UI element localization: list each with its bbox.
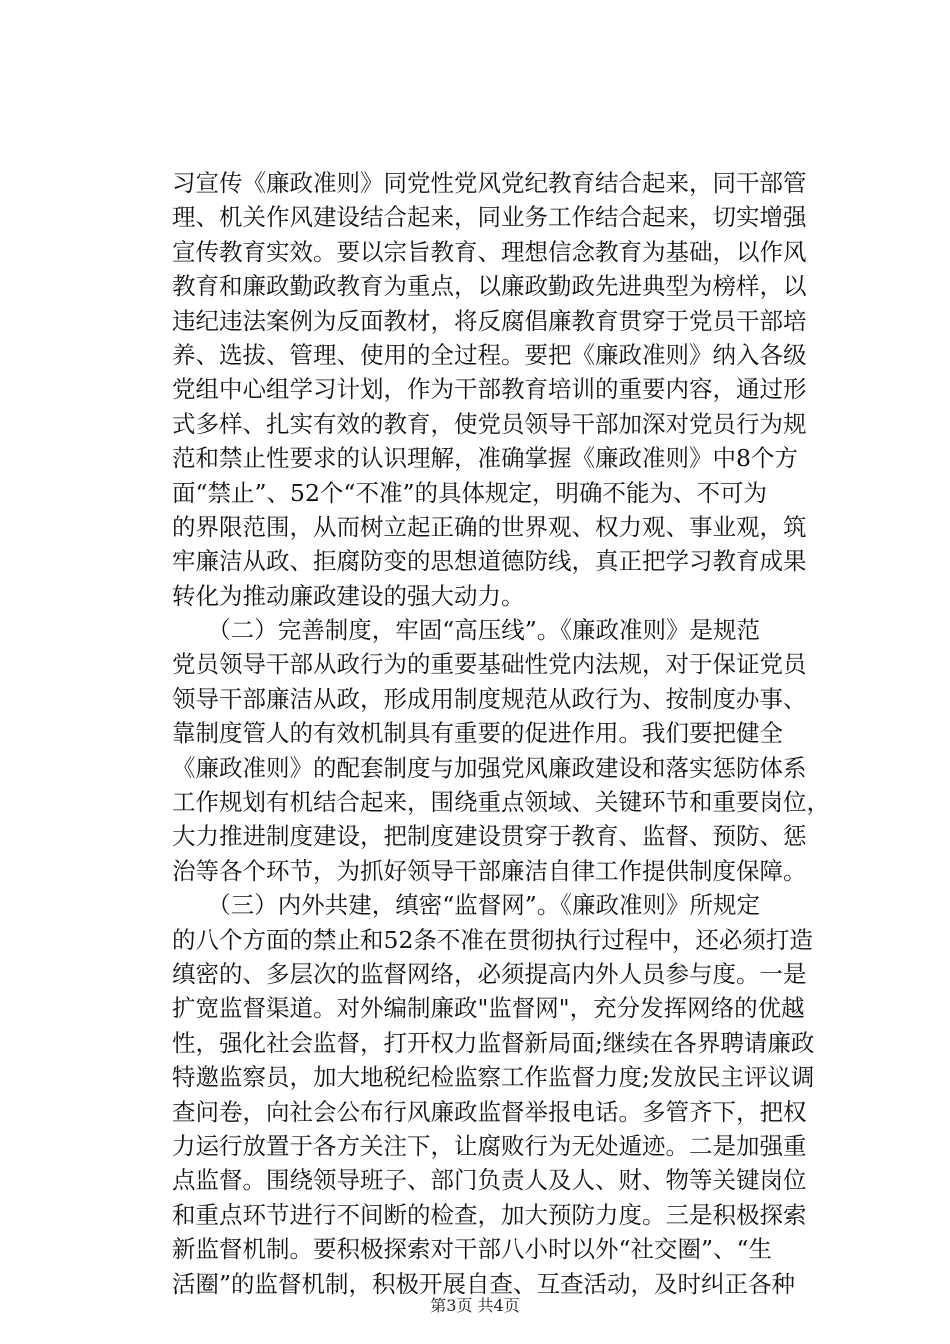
- text-line: 查问卷，向社会公布行风廉政监督举报电话。多管齐下，把权: [172, 1097, 807, 1126]
- text-line: 的界限范围，从而树立起正确的世界观、权力观、事业观，筑: [172, 512, 807, 541]
- text-line: 党员领导干部从政行为的重要基础性党内法规，对于保证党员: [172, 650, 807, 679]
- text-line: 习宣传《廉政准则》同党性党风党纪教育结合起来，同干部管: [172, 169, 807, 197]
- text-line: 大力推进制度建设，把制度建设贯穿于教育、监督、预防、惩: [172, 822, 807, 851]
- text-line: 活圈”的监督机制，积极开展自查、互查活动，及时纠正各种: [172, 1269, 796, 1298]
- text-line: 缜密的、多层次的监督网络，必须提高内外人员参与度。一是: [172, 959, 807, 988]
- section-2-first-line: （二）完善制度，牢固“高压线”。《廉政准则》是规范: [172, 616, 761, 645]
- text-line: 教育和廉政勤政教育为重点，以廉政勤政先进典型为榜样，以: [172, 272, 807, 301]
- text-line: 《廉政准则》的配套制度与加强党风廉政建设和落实惩防体系: [172, 753, 807, 782]
- text-line: 工作规划有机结合起来，围绕重点领域、关键环节和重要岗位，: [172, 788, 830, 817]
- text-line: 特邀监察员，加大地税纪检监察工作监督力度;发放民主评议调: [172, 1063, 815, 1092]
- text-line: 扩宽监督渠道。对外编制廉政"监督网"，充分发挥网络的优越: [172, 994, 805, 1023]
- text-line: 转化为推动廉政建设的强大动力。: [172, 581, 525, 610]
- text-line: 面“禁止”、52个“不准”的具体规定，明确不能为、不可为: [172, 478, 767, 507]
- body-text: [172, 166, 832, 1301]
- page-number-footer: 第3页 共4页: [430, 1296, 520, 1315]
- text-line: 违纪违法案例为反面教材，将反腐倡廉教育贯穿于党员干部培: [172, 306, 807, 335]
- text-line: 性，强化社会监督，打开权力监督新局面;继续在各界聘请廉政: [172, 1028, 815, 1057]
- text-line: 养、选拔、管理、使用的全过程。要把《廉政准则》纳入各级: [172, 340, 807, 369]
- text-line: 宣传教育实效。要以宗旨教育、理想信念教育为基础，以作风: [172, 237, 807, 266]
- text-line: 式多样、扎实有效的教育，使党员领导干部加深对党员行为规: [172, 409, 807, 438]
- text-line: 领导干部廉洁从政，形成用制度规范从政行为、按制度办事、: [172, 684, 807, 713]
- text-line: 新监督机制。要积极探索对干部八小时以外“社交圈”、“生: [172, 1235, 773, 1264]
- text-line: 范和禁止性要求的认识理解，准确掌握《廉政准则》中8个方: [172, 444, 798, 473]
- text-line: 治等各个环节，为抓好领导干部廉洁自律工作提供制度保障。: [172, 856, 807, 885]
- text-line: 力运行放置于各方关注下，让腐败行为无处遁迹。二是加强重: [172, 1131, 807, 1160]
- text-line: 的八个方面的禁止和52条不准在贯彻执行过程中，还必须打造: [172, 925, 813, 954]
- text-line: 靠制度管人的有效机制具有重要的促进作用。我们要把健全: [172, 719, 783, 748]
- text-line: 党组中心组学习计划，作为干部教育培训的重要内容，通过形: [172, 375, 807, 404]
- text-line: 理、机关作风建设结合起来，同业务工作结合起来，切实增强: [172, 203, 807, 232]
- section-3-first-line: （三）内外共建，缜密“监督网”。《廉政准则》所规定: [172, 891, 761, 920]
- text-line: 牢廉洁从政、拒腐防变的思想道德防线，真正把学习教育成果: [172, 547, 807, 576]
- text-line: 点监督。围绕领导班子、部门负责人及人、财、物等关键岗位: [172, 1166, 807, 1195]
- text-line: 和重点环节进行不间断的检查，加大预防力度。三是积极探索: [172, 1200, 807, 1229]
